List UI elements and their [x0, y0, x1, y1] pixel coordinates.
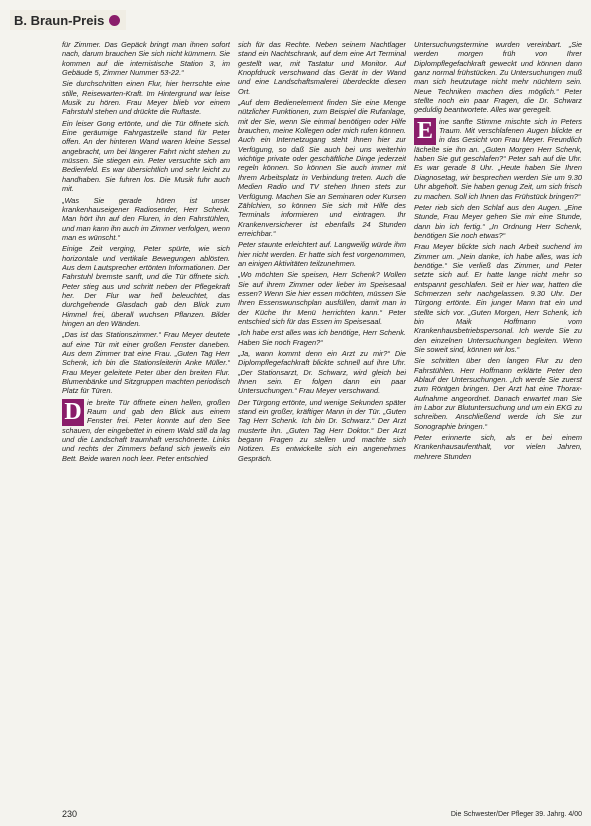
paragraph: „Was Sie gerade hören ist unser krankenhauseigener Radiosender, Herr Schenk. Man hört ihn auf den Fluren, in den Fahrstühlen, und man kann ihn auch im Zimmer verfolgen, wenn man es wünscht.“ — [62, 195, 230, 242]
dropcap-paragraph — [414, 117, 582, 201]
dropcap-letter: E — [414, 118, 436, 145]
paragraph: „Auf dem Bedienelement finden Sie eine Menge nützlicher Funktionen, zum Beispiel die Rufanlage, mit der Sie, wenn Sie einmal benötigen oder Hilfe brauchen, meine Kollegen oder mich rufen können. Auch ein Internetzugang steht Ihnen hier zur Verfügung, so daß Sie auch bei uns weiterhin wichtige private oder geschäftliche Dinge jederzeit regeln können. So können Sie auch immer mit Ihrem Arbeitsplatz in Verbindung treten. Auch die Medien Radio und TV stehen Ihnen stets zur Verfügung. Machen Sie an Seminaren oder Kursen Zählchien, so können Sie sich mit Hilfe des Terminals informieren und eintragen. Ihr Krankenversicherer ist ebenfalls 24 Stunden erreichbar.“ — [238, 98, 406, 238]
paragraph: Einige Zeit verging, Peter spürte, wie sich horizontale und vertikale Bewegungen ablösten. Aus dem Lautsprecher ertönten Informationen. Der Fahrstuhl bremste sanft, und die Tür öffnete sich. Peter stieg aus und schritt neben der Pflegekraft her. Der Flur war hell beleuchtet, das durchgehende Glasdach gab den Blick zum Himmel frei, überall wuchsen Pflanzen. Bilder hingen an den Wänden. — [62, 244, 230, 328]
paragraph: „Wo möchten Sie speisen, Herr Schenk? Wollen Sie auf ihrem Zimmer oder lieber im Speisesaal essen? Wenn Sie hier essen möchten, müssen Sie Ihren Essenswunschplan ausfüllen, damit man in der Küche Ihr Menü herrichten kann.“ Peter entschied sich für das Essen im Speisesaal. — [238, 270, 406, 326]
page-number: 230 — [62, 809, 78, 819]
journal-source: Die Schwester/Der Pfleger 39. Jahrg. 4/00 — [450, 810, 582, 818]
section-label — [10, 10, 126, 30]
paragraph: Peter staunte erleichtert auf. Langweilig würde ihm hier nicht werden. Er hatte sich fest vorgenommen, an einigen Aktivitäten teilzunehmen. — [238, 240, 406, 268]
paragraph: Peter erinnerte sich, als er bei einem Krankenhausaufenthalt, vor vielen Jahren, mehrere Stunden — [414, 433, 582, 461]
paragraph: Frau Meyer blickte sich nach Arbeit suchend im Zimmer um. „Nein danke, ich habe alles, was ich benötige.“ Sie verließ das Zimmer, und Peter setzte sich auf. Er hatte lange nicht mehr so entspannt geschlafen. Seit er hier war, hatten die Schmerzen sehr nachgelassen. 9.30 Uhr. Der Türgong ertönte. Ein junger Mann trat ein und stellte sich vor. „Guten Morgen, Herr Schenk, ich bin Maik Hoffmann vom Krankenhausbetriebspersonal. Ich werde Sie zu den einzelnen Untersuchungen begleiten. Wenn Sie soweit sind, können wir los.“ — [414, 242, 582, 354]
column-3 — [414, 40, 582, 800]
page-footer — [62, 808, 582, 820]
dropcap-text: ine sanfte Stimme mischte sich in Peters Traum. Mit verschlafenen Augen blickte er in das Gesicht von Frau Meyer. Freundlich lächelte sie ihn an. „Guten Morgen Herr Schenk, haben Sie gut geschlafen?“ Peter sah auf die Uhr. Es war gerade 8 Uhr. „Heute haben Sie Ihren Diagnosetag, wir besprechen werden Sie um 9.30 Uhr abgeholt. Sie haben genug Zeit, um sich frisch zu machen. Soll ich Ihnen das Frühstück bringen?“ — [414, 116, 582, 201]
paragraph: Untersuchungstermine wurden vereinbart. „Sie werden morgen früh von Ihrer Diplompflegefachkraft geweckt und können dann ganz normal frühstücken. Zu Untersuchungen muß man sich heutzutage nicht mehr nüchtern sein. Neue Techniken machen dies möglich.“ Peter stellte noch ein paar Fragen, die Dr. Schwarz geduldig beantwortete. Alles war geregelt. — [414, 40, 582, 115]
paragraph: „Ja, wann kommt denn ein Arzt zu mir?“ Die Diplompflegefachkraft blickte schnell auf ihre Uhr. „Der Stationsarzt, Dr. Schwarz, wird gleich bei Ihnen sein. Er folgen dann ein paar Untersuchungen.“ Frau Meyer verschwand. — [238, 349, 406, 396]
dropcap-paragraph — [62, 398, 230, 463]
article-columns — [62, 40, 582, 800]
page-header — [0, 0, 591, 40]
paragraph: „Das ist das Stationszimmer.“ Frau Meyer deutete auf eine Tür mit einer großen Fenster daneben. Aus dem Zimmer trat eine Frau. „Guten Tag Herr Schenk, ich bin die Stationsleiterin Anke Müller.“ Frau Meyer geleitete Peter über den breiten Flur. Blumenbänke und Sitzgruppen machten periodisch Platz für Türen. — [62, 330, 230, 396]
dropcap-letter: D — [62, 399, 84, 426]
paragraph: Peter rieb sich den Schlaf aus den Augen. „Eine Stunde, Frau Meyer gehen Sie mir eine Stunde, dann bin ich fertig.“ „In Ordnung Herr Schenk, benötigen Sie noch etwas?“ — [414, 202, 582, 240]
paragraph: Sie schritten über den langen Flur zu den Fahrstühlen. Herr Hoffmann erklärte Peter den Ablauf der Untersuchungen. „Ich werde Sie zuerst zum Röntgen bringen. Der Arzt hat eine Thorax-Aufnahme angeordnet. Danach erwartet man Sie im Labor zur Blutuntersuchung und um ein EKG zu schreiben. Anschließend werde ich Sie zur Sonographie bringen.“ — [414, 356, 582, 431]
section-title: B. Braun-Preis — [14, 12, 105, 28]
paragraph: sich für das Rechte. Neben seinem Nachtlager stand ein Nachtschrank, auf dem eine Art Terminal gestellt war, mit Tastatur und Monitor. Auf Knopfdruck verschwand das Gerät in der Wand und eine Landschaftsmalerei überdeckte diesen Ort. — [238, 40, 406, 96]
column-2 — [238, 40, 406, 800]
paragraph: Ein leiser Gong ertönte, und die Tür öffnete sich. Eine geräumige Fahrgastzelle stand für Peter offen. An der hinteren Wand waren kleine Sessel angebracht, um bei längerer Fahrt nicht stehen zu müssen. Sie stiegen ein. Peter versuchte sich am Bedienfeld. Es war übersichtlich und sehr leicht zu handhaben. Sie fuhren los. Die Musik fuhr auch mit. — [62, 118, 230, 194]
paragraph: für Zimmer. Das Gepäck bringt man ihnen sofort nach, darum brauchen Sie sich nicht kümmern. Sie kommen auf die internistische Station 3, im Gebäude 5, Zimmer Nummer 53-22.“ — [62, 40, 230, 78]
paragraph: Sie durchschritten einen Flur, hier herrschte eine stille, Reisewarten-Kraft. Im Hintergrund war leise Musik zu hören. Frau Meyer blieb vor einem Fahrstuhl stehen und drückte die Ruftaste. — [62, 79, 230, 117]
dropcap-text: ie breite Tür öffnete einen hellen, großen Raum und gab den Blick aus einem Fenster frei. Peter konnte auf den See schauen, der eingebettet in einem Wald still da lag und die Landschaft traumhaft verschönerte. Links und rechts der Zimmers befand sich jeweils ein Bett. Beide waren noch leer. Peter entschied — [62, 397, 230, 463]
paragraph: Der Türgong ertönte, und wenige Sekunden später stand ein großer, kräftiger Mann in der Tür. „Guten Tag Herr Schenk. Ich bin Dr. Schwarz.“ Der Arzt musterte ihn. „Guten Tag Herr Doktor.“ Der Arzt begann Fragen zu stellen und machte sich Notizen. Es entwickelte sich ein angenehmes Gespräch. — [238, 397, 406, 463]
paragraph: „Ich habe erst alles was ich benötige, Herr Schenk. Haben Sie noch Fragen?“ — [238, 328, 406, 347]
magenta-dot-icon — [109, 15, 120, 26]
column-1 — [62, 40, 230, 800]
